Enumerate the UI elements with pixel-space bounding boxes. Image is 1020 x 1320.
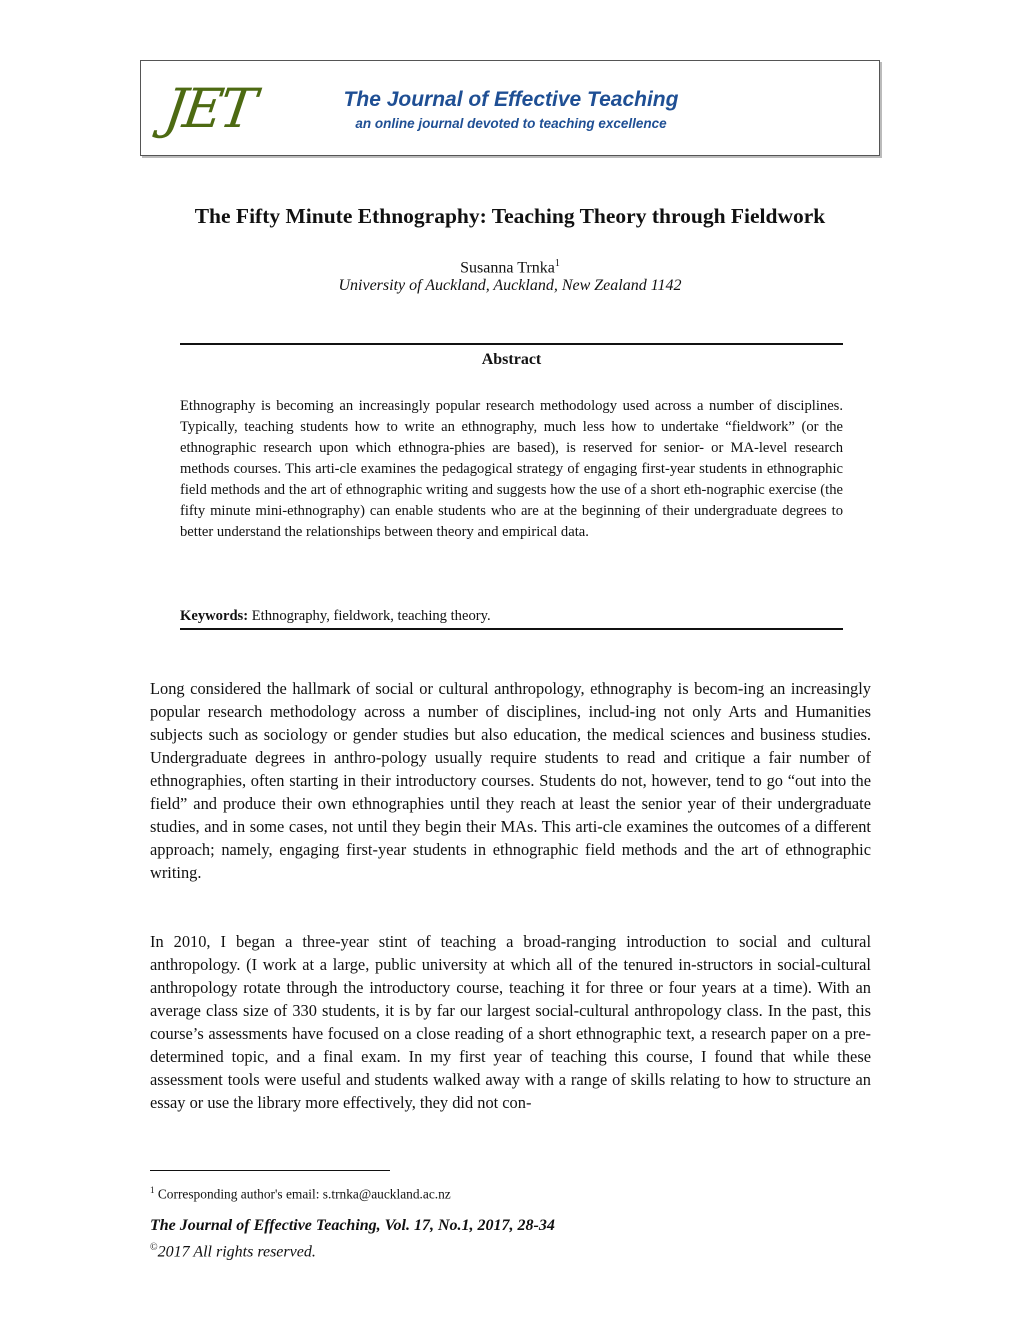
journal-title: The Journal of Effective Teaching [343,88,679,111]
author [100,254,920,278]
footnote-rule [150,1170,390,1171]
footnote-mark: 1 [150,1185,155,1195]
keywords-list: Ethnography, fieldwork, teaching theory. [251,608,491,624]
author-name: Susanna Trnka [460,259,555,277]
abstract-text: Ethnography is becoming an increasingly popular research methodology used across a number of disciplines. Typically, teaching students how to write an ethnography, much less how to undertake “fieldwork” (or the ethnographic research upon which ethnogra-phies are based), is reserved for senior- or MA-level research methods courses. This arti-cle examines the pedagogical strategy of engaging first-year students in ethnographic field methods and the art of ethnographic writing and suggests how the use of a short eth-nographic exercise (the fifty minute mini-ethnography) can enable students who are at the beginning of their undergraduate degrees to better understand the relationships between theory and empirical data. [180,398,843,540]
copyright-symbol: © [150,1242,158,1253]
journal-subtitle: an online journal devoted to teaching excellence [355,116,667,131]
author-footnote-mark: 1 [554,258,560,269]
copyright-text: 2017 All rights reserved. [157,1243,316,1261]
keywords-label: Keywords: [180,608,249,624]
abstract-heading: Abstract [481,351,542,368]
abstract-bottom-rule [180,628,843,630]
footnote-text: Corresponding author's email: s.trnka@auckland.ac.nz [157,1186,451,1202]
body-paragraph-1: Long considered the hallmark of social or cultural anthropology, ethnography is becom-ing an increasingly popular research methodology across a number of disciplines, includ-ing not only Arts and Humanities subjects such as sociology or gender studies but also education, the medical sciences and business studies. Undergraduate degrees in anthro-pology usually require students to read and critique a fair number of ethnographies, often starting in their introductory courses. Students do not, however, tend to go “out into the field” and produce their own ethnographies until they reach at least the senior year of their undergraduate studies, and in some cases, not until they begin their MAs. This arti-cle examines the outcomes of a different approach; namely, engaging first-year students in ethnographic field methods and the art of ethnographic writing. [150,679,871,882]
body-paragraph-2: In 2010, I began a three-year stint of teaching a broad-ranging introduction to social and cultural anthropology. (I work at a large, public university at which all of the tenured in-structors in social-cultural anthropology rotate through the introductory course, teaching it for three or four years at a time). With an average class size of 330 students, it is by far our largest social-cultural anthropology class. In the past, this course’s assessments have focused on a close reading of a short ethnographic text, a research paper on a pre-determined topic, and a final exam. In my first year of teaching this course, I found that while these assessment tools were useful and students walked away with a range of skills relating to how to structure an essay or use the library more effectively, they did not con- [150,932,871,1112]
abstract-top-rule [180,343,843,345]
journal-logo: JET [160,77,258,140]
copyright [150,1238,870,1262]
journal-header [140,60,880,156]
keywords [180,606,843,626]
affiliation: University of Auckland, Auckland, New Zealand 1142 [338,277,682,294]
journal-citation: The Journal of Effective Teaching, Vol. 17, No.1, 2017, 28-34 [150,1217,555,1234]
paper-title: The Fifty Minute Ethnography: Teaching Theory through Fieldwork [194,204,826,228]
footnote [150,1181,870,1203]
